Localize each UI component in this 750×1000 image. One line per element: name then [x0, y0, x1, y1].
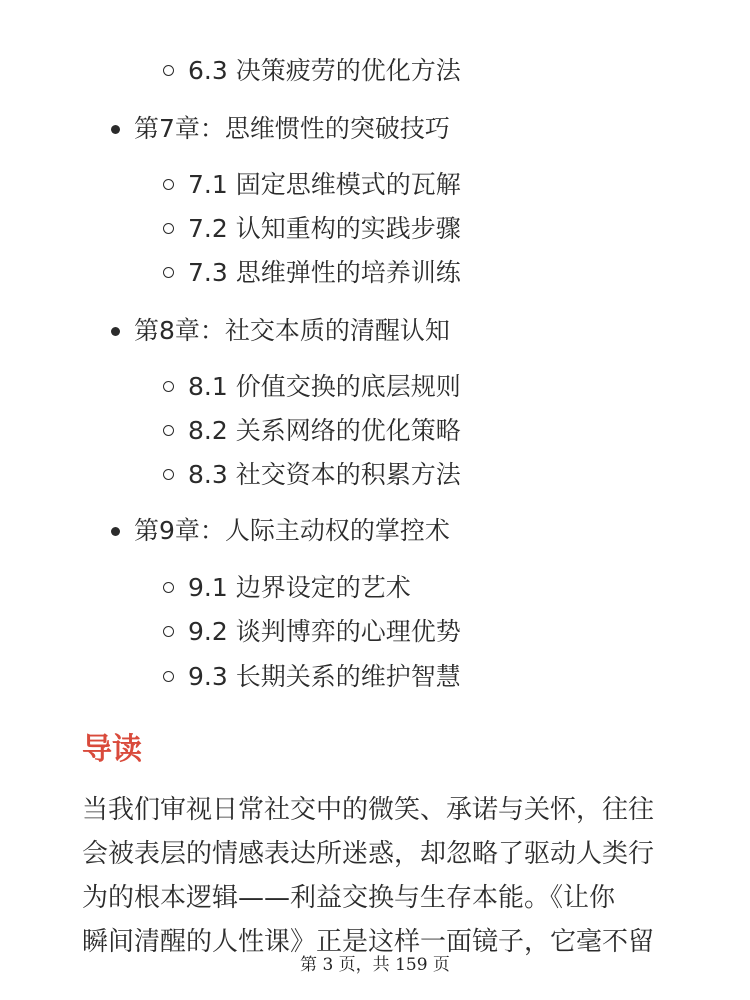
- filled-bullet-icon: [111, 527, 120, 536]
- hollow-bullet-icon: [163, 223, 174, 234]
- toc-chapter-label: 第9章：人际主动权的掌控术: [134, 516, 450, 545]
- hollow-bullet-icon: [163, 469, 174, 480]
- hollow-bullet-icon: [163, 179, 174, 190]
- filled-bullet-icon: [111, 125, 120, 134]
- toc-subitem-label: 7.3 思维弹性的培养训练: [188, 258, 461, 287]
- toc-subitem-label: 9.3 长期关系的维护智慧: [188, 662, 461, 691]
- toc-subitem-label: 7.1 固定思维模式的瓦解: [188, 170, 461, 199]
- body-line: 当我们审视日常社交中的微笑、承诺与关怀，往往: [82, 795, 655, 825]
- toc-subitem-label: 9.2 谈判博弈的心理优势: [188, 617, 461, 646]
- section-body: [82, 788, 682, 964]
- toc-chapter-label: 第8章：社交本质的清醒认知: [134, 316, 450, 345]
- toc-subitem-label: 8.2 关系网络的优化策略: [188, 416, 461, 445]
- toc-subitem-label: 7.2 认知重构的实践步骤: [188, 214, 461, 243]
- toc-subitem-label: 8.3 社交资本的积累方法: [188, 460, 461, 489]
- filled-bullet-icon: [111, 327, 120, 336]
- hollow-bullet-icon: [163, 267, 174, 278]
- toc-subitem-label: 9.1 边界设定的艺术: [188, 573, 411, 602]
- hollow-bullet-icon: [163, 425, 174, 436]
- page-footer: 第 3 页，共 159 页: [300, 955, 450, 975]
- toc-subitem-label: 6.3 决策疲劳的优化方法: [188, 56, 461, 85]
- hollow-bullet-icon: [163, 626, 174, 637]
- section-heading: 导读: [82, 732, 142, 767]
- toc-subitem-label: 8.1 价值交换的底层规则: [188, 372, 461, 401]
- body-line: 会被表层的情感表达所迷惑，却忽略了驱动人类行: [82, 839, 655, 869]
- body-line: 瞬间清醒的人性课》正是这样一面镜子，它毫不留: [82, 927, 655, 957]
- hollow-bullet-icon: [163, 381, 174, 392]
- body-line: 为的根本逻辑——利益交换与生存本能。《让你: [82, 883, 616, 913]
- hollow-bullet-icon: [163, 671, 174, 682]
- hollow-bullet-icon: [163, 582, 174, 593]
- hollow-bullet-icon: [163, 65, 174, 76]
- toc-chapter-label: 第7章：思维惯性的突破技巧: [134, 114, 450, 143]
